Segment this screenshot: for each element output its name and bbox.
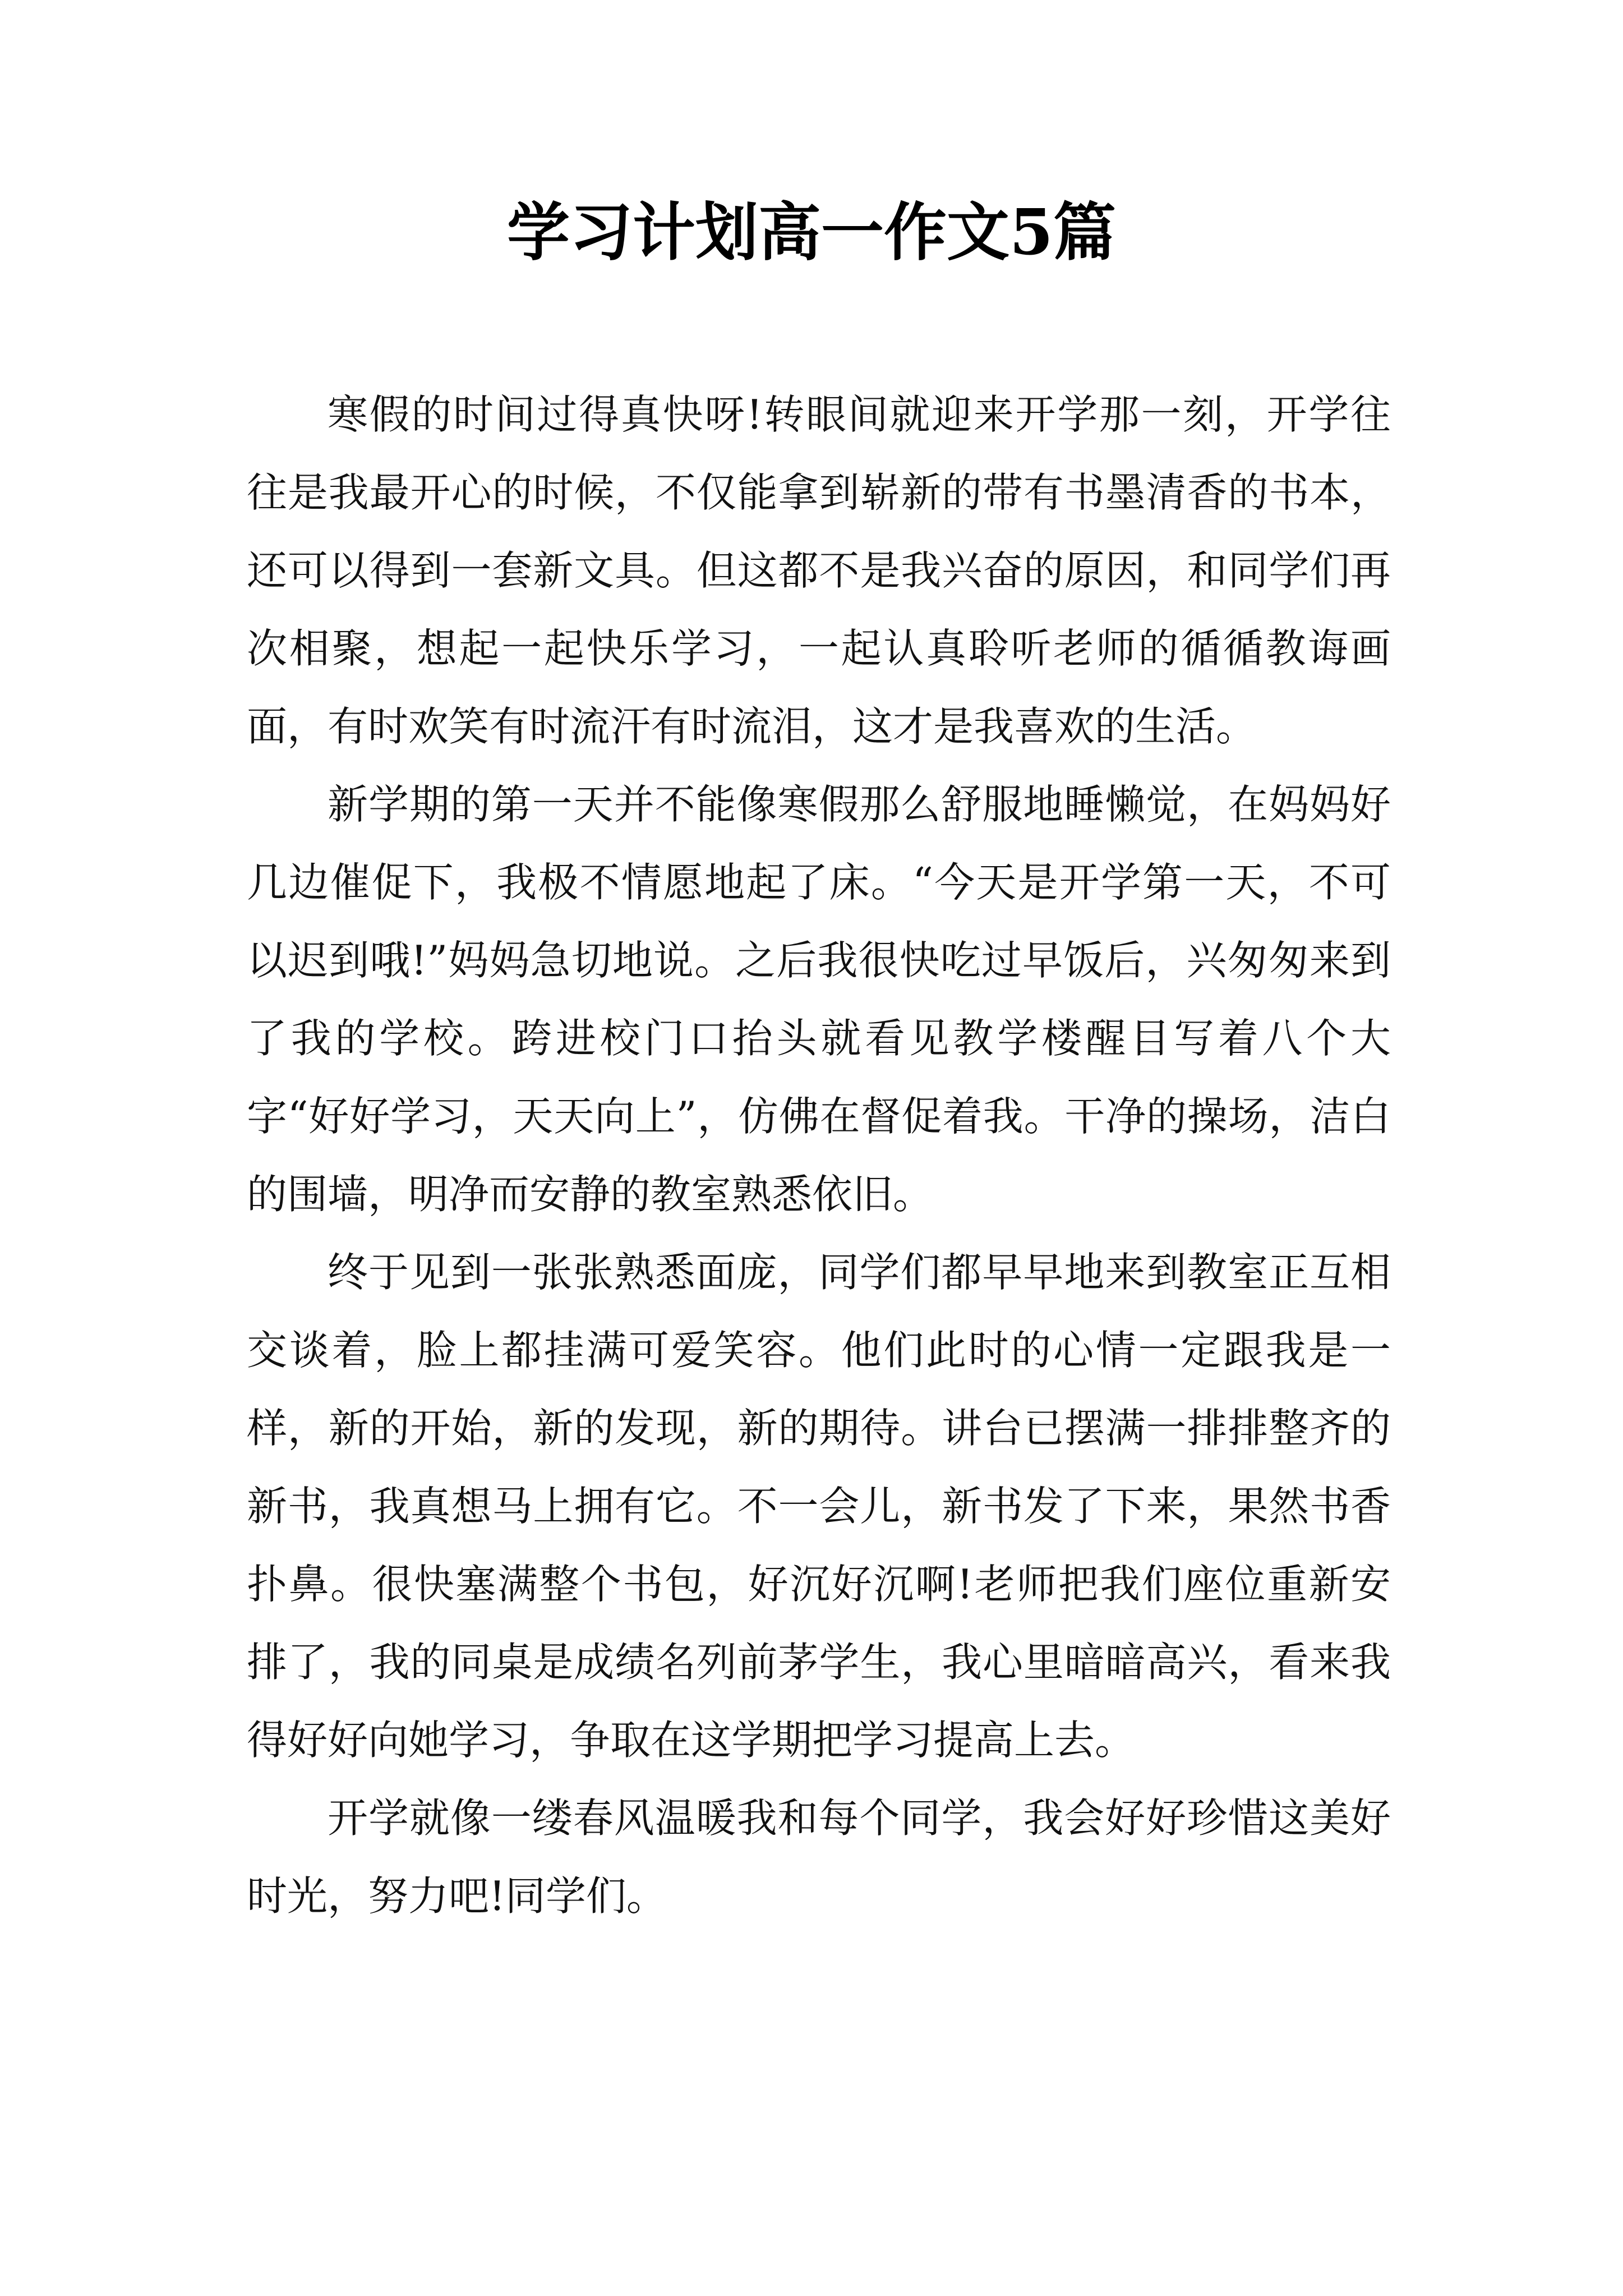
paragraph-4: 开学就像一缕春风温暖我和每个同学，我会好好珍惜这美好时光，努力吧!同学们。 [247, 1795, 1391, 1920]
document-title: 学习计划高一作文5篇 [507, 196, 1116, 269]
paragraph-1: 寒假的时间过得真快呀!转眼间就迎来开学那一刻，开学往往是我最开心的时候，不仅能拿到崭新的带有书墨清香的书本，还可以得到一套新文具。但这都不是我兴奋的原因，和同学们再次相聚，想起一起快乐学习，一起认真聆听老师的循循教诲画面，有时欢笑有时流汗有时流泪，这才是我喜欢的生活。 [247, 391, 1391, 750]
paragraph-2: 新学期的第一天并不能像寒假那么舒服地睡懒觉，在妈妈好几边催促下，我极不情愿地起了床。“今天是开学第一天，不可以迟到哦!”妈妈急切地说。之后我很快吃过早饭后，兴匆匆来到了我的学校。跨进校门口抬头就看见教学楼醒目写着八个大字“好好学习，天天向上”，仿佛在督促着我。干净的操场，洁白的围墙，明净而安静的教室熟悉依旧。 [247, 781, 1391, 1218]
document-body [247, 376, 1391, 1935]
paragraph-3: 终于见到一张张熟悉面庞，同学们都早早地来到教室正互相交谈着，脸上都挂满可爱笑容。他们此时的心情一定跟我是一样，新的开始，新的发现，新的期待。讲台已摆满一排排整齐的新书，我真想马上拥有它。不一会儿，新书发了下来，果然书香扑鼻。很快塞满整个书包，好沉好沉啊!老师把我们座位重新安排了，我的同桌是成绩名列前茅学生，我心里暗暗高兴，看来我得好好向她学习，争取在这学期把学习提高上去。 [247, 1249, 1391, 1764]
